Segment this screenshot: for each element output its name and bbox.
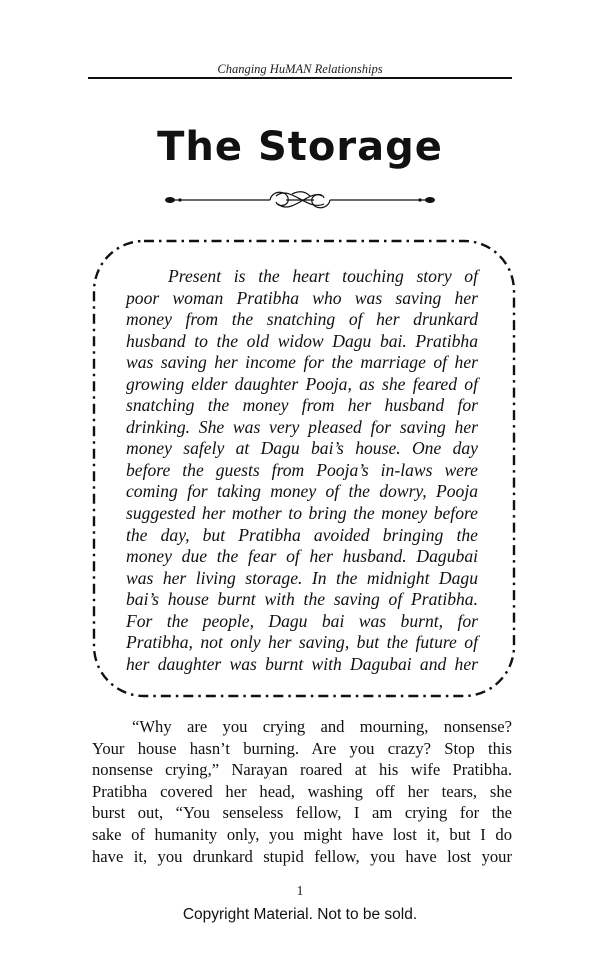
abstract-text — [126, 266, 478, 675]
abstract-line: her daughter was burnt with Dagubai and her — [126, 653, 478, 674]
abstract-line: Present is the heart touching story of — [168, 266, 478, 286]
abstract-line: suggested her mother to bring the money before — [126, 503, 478, 524]
page-number: 1 — [296, 884, 304, 899]
abstract-line: coming for taking money of the dowry, Pooja — [126, 481, 478, 502]
body-line: Your house hasn’t burning. Are you crazy? Stop this — [92, 738, 512, 758]
abstract-line: For the people, Dagu bai was burnt, for — [126, 610, 478, 631]
abstract-line: money safely at Dagu bai’s house. One day — [126, 438, 478, 459]
abstract-line: bai’s house burnt with the saving of Pratibha. — [126, 589, 478, 610]
abstract-line: the day, but Pratibha avoided bringing the — [126, 524, 478, 545]
running-header: Changing HuMAN Relationships — [217, 62, 383, 76]
chapter-title: The Storage — [157, 124, 443, 170]
body-line: sake of humanity only, you might have lost it, but I do — [92, 824, 512, 844]
body-text — [92, 716, 512, 867]
abstract-line: husband to the old widow Dagu bai. Pratibha — [126, 330, 478, 351]
abstract-line: poor woman Pratibha who was saving her — [126, 287, 478, 308]
abstract-line: money from the snatching of her drunkard — [126, 309, 478, 330]
flourish-ornament-icon — [160, 182, 440, 218]
abstract-line: drinking. She was very pleased for saving her — [126, 416, 478, 437]
abstract-line: money due the fear of her husband. Dagubai — [126, 546, 478, 567]
body-line: “Why are you crying and mourning, nonsense? — [132, 717, 512, 736]
abstract-line: growing elder daughter Pooja, as she feared of — [126, 373, 478, 394]
body-line: have it, you drunkard stupid fellow, you have lost your — [92, 846, 512, 866]
abstract-line: was her living storage. In the midnight Dagu — [126, 567, 478, 588]
body-line: burst out, “You senseless fellow, I am crying for the — [92, 803, 512, 823]
body-line: Pratibha covered her head, washing off her tears, she — [92, 781, 512, 801]
header-rule — [88, 77, 512, 79]
body-line: nonsense crying,” Narayan roared at his wife Pratibha. — [92, 760, 512, 780]
abstract-line: was saving her income for the marriage of her — [126, 352, 478, 373]
copyright-notice: Copyright Material. Not to be sold. — [182, 906, 418, 923]
abstract-line: snatching the money from her husband for — [126, 395, 478, 416]
abstract-line: before the guests from Pooja’s in-laws were — [126, 459, 478, 480]
abstract-line: Pratibha, not only her saving, but the future of — [126, 632, 478, 653]
